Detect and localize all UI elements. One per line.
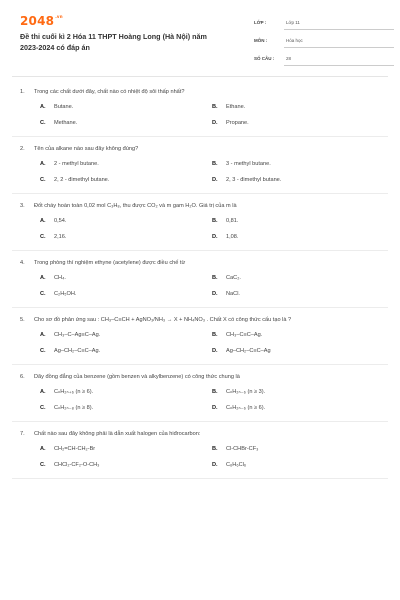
option-letter: C. [40,234,46,240]
option-letter: B. [212,446,218,452]
option-text: 3 - methyl butane. [226,161,271,167]
question-text [20,87,380,97]
option-letter: C. [40,462,46,468]
meta-divider [284,29,394,30]
answer-options [20,387,380,413]
meta-label: SỐ CÂU : [254,56,275,61]
answer-option[interactable] [212,273,384,283]
option-text: Propane. [226,120,249,126]
option-letter: D. [212,291,218,297]
answer-option[interactable] [40,387,212,397]
answer-option[interactable] [40,330,212,340]
option-text: C₆H₆Cl₆ [226,462,247,468]
answer-option[interactable] [212,444,384,454]
answer-option[interactable] [40,102,212,112]
option-text: CH₄. [54,275,66,281]
title-line-2: 2023-2024 có đáp án [20,42,90,52]
answer-options [20,444,380,470]
option-text: CₙH₂ₙ₋₈ (n ≥ 8). [54,405,94,411]
option-text: Ethane. [226,104,246,110]
answer-option[interactable] [212,102,384,112]
answer-option[interactable] [212,403,384,413]
option-letter: A. [40,332,46,338]
title-line-1: Đề thi cuối kì 2 Hóa 11 THPT Hoàng Long (Hà Nội) năm [20,32,207,41]
option-text: NaCl. [226,291,240,297]
question-stem: Đốt cháy hoàn toàn 0,02 mol C₃H₈, thu được CO₂ và m gam H₂O. Giá trị của m là [34,203,237,209]
meta-divider [284,47,394,48]
option-letter: A. [40,218,46,224]
answer-options [20,216,380,242]
option-letter: B. [212,161,218,167]
answer-option[interactable] [40,460,212,470]
question-stem: Trong phòng thí nghiệm ethyne (acetylene) được điều chế từ [34,260,186,266]
exam-header [20,14,384,70]
logo-sub: .vn [55,14,63,19]
option-text: Butane. [54,104,74,110]
option-text: Methane. [54,120,78,126]
option-letter: D. [212,177,218,183]
option-text: CaC₂. [226,275,241,281]
option-text: CₙH₂ₙ₋₆ (n ≥ 6). [226,405,266,411]
option-letter: B. [212,104,218,110]
option-letter: B. [212,218,218,224]
answer-options [20,273,380,299]
answer-options [20,330,380,356]
exam-meta [254,18,394,72]
meta-label: LỚP : [254,20,267,25]
site-logo[interactable] [20,14,63,28]
answer-option[interactable] [212,289,384,299]
answer-option[interactable] [212,387,384,397]
answer-option[interactable] [40,159,212,169]
question-stem: Dãy đồng đẳng của benzene (gồm benzen và alkylbenzene) có công thức chung là [34,374,240,380]
option-letter: D. [212,405,218,411]
meta-value: Hóa học [286,38,303,43]
answer-option[interactable] [40,346,212,356]
answer-option[interactable] [212,460,384,470]
answer-option[interactable] [40,118,212,128]
meta-divider [284,65,394,66]
option-text: 0,54. [54,218,67,224]
answer-options [20,102,380,128]
option-letter: D. [212,462,218,468]
option-text: 0,81. [226,218,239,224]
question-stem: Trong các chất dưới đây, chất nào có nhiệt độ sôi thấp nhất? [34,89,185,95]
option-letter: D. [212,234,218,240]
option-text: Ag–CH₂–C≡C–Ag. [54,348,101,354]
option-text: 1,08. [226,234,239,240]
question-number: 1. [20,89,25,95]
question-text [20,372,380,382]
option-letter: C. [40,348,46,354]
question-number: 2. [20,146,25,152]
question-item [12,80,388,137]
option-letter: C. [40,120,46,126]
question-item [12,194,388,251]
question-number: 7. [20,431,25,437]
question-number: 5. [20,317,25,323]
page-title [20,32,240,53]
answer-option[interactable] [212,330,384,340]
answer-option[interactable] [40,232,212,242]
question-item [12,137,388,194]
option-text: 2, 2 - đimethyl butane. [54,177,110,183]
answer-option[interactable] [212,159,384,169]
meta-value: Lớp 11 [286,20,300,25]
answer-option[interactable] [212,216,384,226]
question-item [12,365,388,422]
option-letter: A. [40,161,46,167]
option-letter: C. [40,405,46,411]
option-text: CₙH₂ₙ₋₆ (n ≥ 3). [226,389,266,395]
meta-row-count [254,54,394,72]
option-letter: B. [212,275,218,281]
option-text: CHCl₂-CF₂-O-CH₃ [54,462,100,468]
option-text: CₙH₂ₙ₊₆ (n ≥ 6). [54,389,94,395]
option-letter: A. [40,275,46,281]
answer-option[interactable] [40,444,212,454]
option-text: CH₃–C≡C–Ag. [226,332,263,338]
meta-label: MÔN : [254,38,268,43]
question-item [12,308,388,365]
option-letter: D. [212,348,218,354]
option-text: 2,16. [54,234,67,240]
option-letter: A. [40,446,46,452]
question-text [20,144,380,154]
option-letter: A. [40,104,46,110]
answer-option[interactable] [212,118,384,128]
question-text [20,429,380,439]
meta-value: 28 [286,56,292,61]
option-text: Ag–CH₂–C≡C–Ag [226,348,271,354]
option-letter: C. [40,291,46,297]
question-text [20,201,380,211]
answer-option[interactable] [40,216,212,226]
question-list [12,80,388,479]
answer-option[interactable] [212,346,384,356]
option-text: Cl-CHBr-CF₃ [226,446,259,452]
option-letter: C. [40,177,46,183]
option-letter: A. [40,389,46,395]
option-text: CH₃–C–Ag≡C–Ag. [54,332,101,338]
option-letter: B. [212,389,218,395]
meta-row-subject [254,36,394,54]
option-text: CH₂=CH-CH₂-Br [54,446,96,452]
question-stem: Cho sơ đồ phản ứng sau : CH₃–C≡CH + AgNO₃/NH₃ → X + NH₄NO₃ . Chất X có công thức cấu tạo là ? [34,317,292,323]
meta-row-class [254,18,394,36]
question-text [20,258,380,268]
question-number: 3. [20,203,25,209]
option-letter: D. [212,120,218,126]
question-stem: Chất nào sau đây không phải là dẫn xuất halogen của hiđrocarbon: [34,431,201,437]
question-stem: Tên của alkane nào sau đây không đúng? [34,146,139,152]
option-text: 2, 3 - đimethyl butane. [226,177,282,183]
question-item [12,422,388,479]
answer-option[interactable] [40,273,212,283]
question-number: 4. [20,260,25,266]
answer-option[interactable] [212,232,384,242]
question-item [12,251,388,308]
logo-main: 2048 [20,14,55,28]
question-text [20,315,380,325]
answer-option[interactable] [40,175,212,185]
header-divider [12,76,388,77]
option-text: 2 - methyl butane. [54,161,99,167]
answer-options [20,159,380,185]
question-number: 6. [20,374,25,380]
answer-option[interactable] [40,403,212,413]
option-letter: B. [212,332,218,338]
answer-option[interactable] [40,289,212,299]
option-text: C₂H₅OH. [54,291,77,297]
answer-option[interactable] [212,175,384,185]
